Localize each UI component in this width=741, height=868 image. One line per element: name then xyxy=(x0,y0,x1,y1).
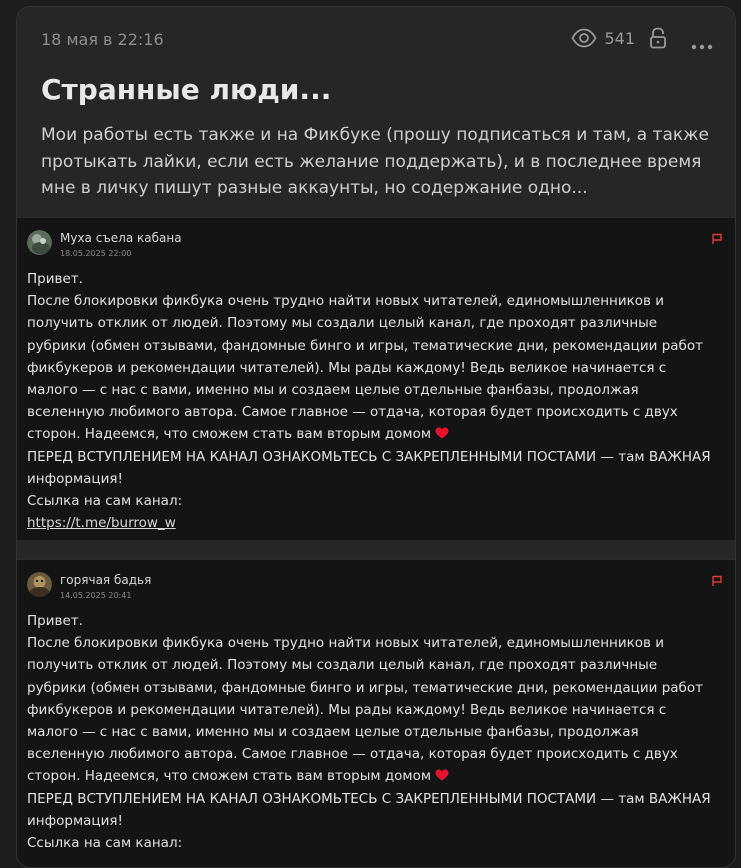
avatar[interactable] xyxy=(27,572,52,597)
comment-greeting: Привет. xyxy=(27,613,83,629)
comment-author[interactable]: горячая бадья xyxy=(60,573,152,587)
comment-author[interactable]: Муха съела кабана xyxy=(60,231,182,245)
heart-icon xyxy=(435,424,449,436)
flag-icon[interactable] xyxy=(711,230,723,242)
comment-notice: ПЕРЕД ВСТУПЛЕНИЕМ НА КАНАЛ ОЗНАКОМЬТЕСЬ С ЗАКРЕПЛЕННЫМИ ПОСТАМИ — там ВАЖНАЯ информация! xyxy=(27,790,711,829)
comment-text: После блокировки фикбука очень трудно найти новых читателей, единомышленников и получить отклик от людей. Поэтому мы создали целый канал, где проходят различные рубрики (обмен отзывами, фандомные бинго и игры, тематические дни, рекомендации работ фикбукеров и рекомендации читателей). Мы рады каждому! Ведь великое начинается с малого — с нас с вами, именно мы и создаем целые отдельные фанбазы, продолжая вселенную любимого автора. Самое главное — отдача, которая будет происходить с двух сторон. Надеемся, что сможем стать вам вторым домом xyxy=(27,635,703,785)
comment-date: 14.05.2025 20:41 xyxy=(60,591,132,600)
comment-notice: ПЕРЕД ВСТУПЛЕНИЕМ НА КАНАЛ ОЗНАКОМЬТЕСЬ С ЗАКРЕПЛЕННЫМИ ПОСТАМИ — там ВАЖНАЯ информация! xyxy=(27,448,711,487)
lock-open-icon[interactable] xyxy=(649,27,667,49)
more-dots-icon[interactable] xyxy=(691,35,713,41)
post-card xyxy=(16,6,736,868)
comment-text: После блокировки фикбука очень трудно найти новых читателей, единомышленников и получить отклик от людей. Поэтому мы создали целый канал, где проходят различные рубрики (обмен отзывами, фандомные бинго и игры, тематические дни, рекомендации работ фикбукеров и рекомендации читателей). Мы рады каждому! Ведь великое начинается с малого — с нас с вами, именно мы и создаем целые отдельные фанбазы, продолжая вселенную любимого автора. Самое главное — отдача, которая будет происходить с двух сторон. Надеемся, что сможем стать вам вторым домом xyxy=(27,293,703,443)
post-date: 18 мая в 22:16 xyxy=(41,30,164,49)
comment xyxy=(17,217,735,540)
post-header xyxy=(17,7,735,217)
flag-icon[interactable] xyxy=(711,572,723,584)
heart-icon xyxy=(435,766,449,778)
comment-date: 18.05.2025 22:00 xyxy=(60,249,132,258)
comment xyxy=(17,559,735,868)
comment-body xyxy=(27,610,717,854)
avatar[interactable] xyxy=(27,230,52,255)
comment-link-label: Ссылка на сам канал: xyxy=(27,835,183,852)
post-excerpt: Мои работы есть также и на Фикбуке (прошу подписаться и там, а также протыкать лайки, если есть желание поддержать), и в последнее время мне в личку пишут разные аккаунты, но содержание одно... xyxy=(41,125,709,198)
post-meta xyxy=(571,27,713,49)
eye-icon xyxy=(571,28,597,48)
comment-link-label: Ссылка на сам канал: xyxy=(27,493,183,510)
post-title[interactable]: Странные люди... xyxy=(41,73,332,106)
comment-greeting: Привет. xyxy=(27,271,83,287)
views-count: 541 xyxy=(604,28,635,48)
channel-link[interactable]: https://t.me/burrow_w xyxy=(27,515,176,532)
comment-body xyxy=(27,268,717,534)
